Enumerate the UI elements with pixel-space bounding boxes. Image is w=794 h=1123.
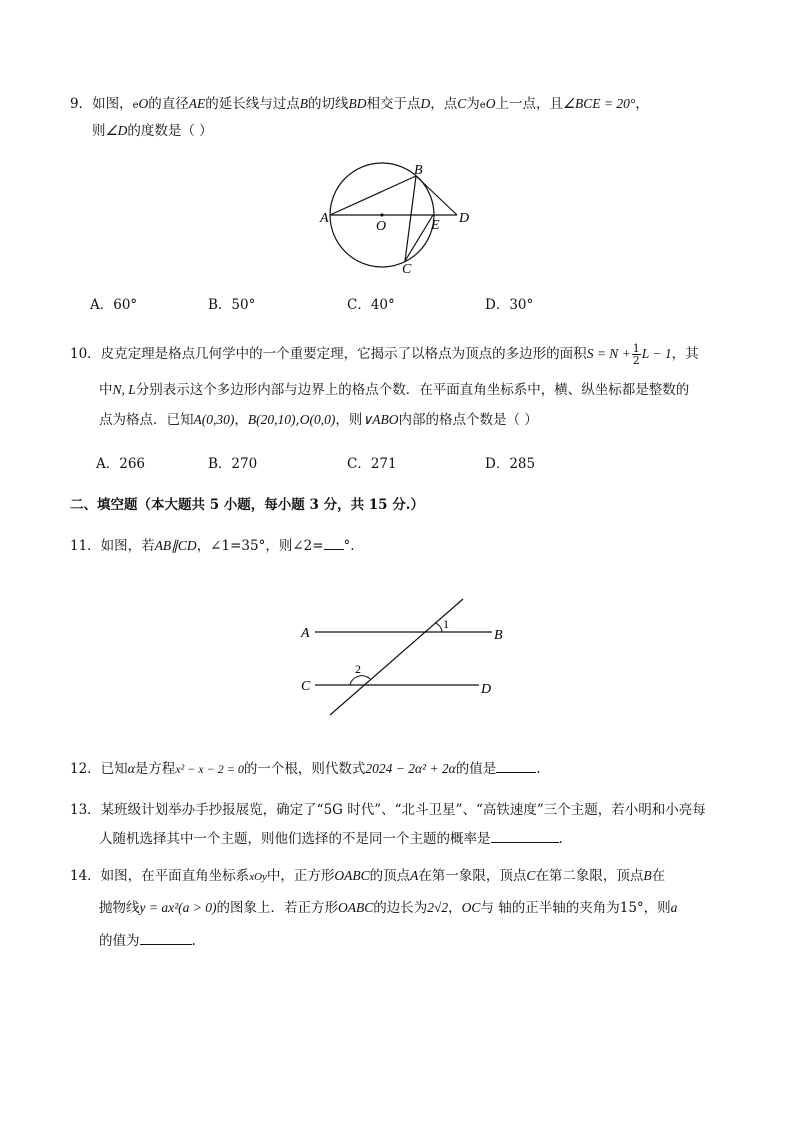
q11-line: 11．如图，若AB∥CD，∠1=35°，则∠2= °. xyxy=(70,535,355,556)
q13-line2: 人随机选择其中一个主题，则他们选择的不是同一个主题的概率是 . xyxy=(99,828,563,849)
label-a: A xyxy=(320,211,329,226)
line-a-b xyxy=(330,176,416,215)
circle-symbol: e xyxy=(132,100,139,111)
q13-line1: 13．某班级计划举办手抄报展览，确定了“5G 时代”、“北斗卫星”、“高铁速度”三个主题，若小明和小亮每 xyxy=(70,802,706,818)
q9-circle-figure xyxy=(310,155,490,280)
q9-option-c: C．40° xyxy=(347,297,395,313)
label-c: C xyxy=(301,679,311,694)
fraction-half: $\frac{1}{2}$ xyxy=(632,342,640,367)
answer-blank[interactable] xyxy=(491,828,559,843)
answer-blank[interactable] xyxy=(140,930,192,945)
circle-symbol: e xyxy=(479,100,486,111)
q14-line1: 14．如图，在平面直角坐标系xOy中，正方形OABC的顶点A在第一象限，顶点C在第二象限，顶点B在 xyxy=(70,868,666,884)
angle-2-arc xyxy=(350,676,370,685)
q9-line1: 9．如图，eO的直径AE的延长线与过点B的切线BD相交于点D，点C为eO上一点，且∠BCE = 20°， xyxy=(70,96,649,112)
q10-line1: 10．皮克定理是格点几何学中的一个重要定理，它揭示了以格点为顶点的多边形的面积S = N + $\frac{1}{2}$ L − 1，其 xyxy=(70,342,699,367)
section-heading: 二、填空题（本大题共 5 小题，每小题 3 分，共 15 分.） xyxy=(70,497,424,513)
q9-line2: 则∠D的度数是（ ） xyxy=(92,123,213,139)
label-b: B xyxy=(494,628,503,643)
label-a: A xyxy=(301,626,310,641)
line-b-c xyxy=(405,176,416,261)
center-point xyxy=(380,213,383,216)
angle-1-arc xyxy=(435,623,442,632)
q10-option-c: C．271 xyxy=(347,456,397,472)
label-1: 1 xyxy=(443,617,449,631)
label-e: E xyxy=(431,218,440,233)
q10-option-b: B．270 xyxy=(208,456,258,472)
label-o: O xyxy=(376,219,387,234)
q10-option-a: A．266 xyxy=(96,456,146,472)
q14-line2: 抛物线y = ax²(a > 0)的图象上．若正方形OABC的边长为2√2，OC与 轴的正半轴的夹角为15°，则a xyxy=(99,900,678,916)
q11-parallel-figure xyxy=(295,595,515,720)
q12-line: 12．已知α是方程x² − x − 2 = 0的一个根，则代数式2024 − 2α² + 2α的值是 . xyxy=(70,758,541,779)
answer-blank[interactable] xyxy=(324,535,344,550)
label-2: 2 xyxy=(355,662,361,676)
q10-line2: 中N, L分别表示这个多边形内部与边界上的格点个数．在平面直角坐标系中，横、纵坐标都是整数的 xyxy=(99,382,690,398)
q9-option-d: D．30° xyxy=(485,297,534,313)
q10-line3: 点为格点．已知A(0,30)，B(20,10),O(0,0)，则∨ABO内部的格点个数是（ ） xyxy=(99,412,538,428)
q9-option-a: A．60° xyxy=(90,297,138,313)
q14-line3: 的值为 . xyxy=(99,930,196,951)
q9-option-b: B．50° xyxy=(208,297,256,313)
label-d: D xyxy=(481,682,492,697)
label-c: C xyxy=(402,262,412,277)
label-b: B xyxy=(414,163,423,178)
line-b-d xyxy=(416,176,457,215)
answer-blank[interactable] xyxy=(496,758,536,773)
label-d: D xyxy=(459,211,470,226)
q10-option-d: D．285 xyxy=(485,456,536,472)
